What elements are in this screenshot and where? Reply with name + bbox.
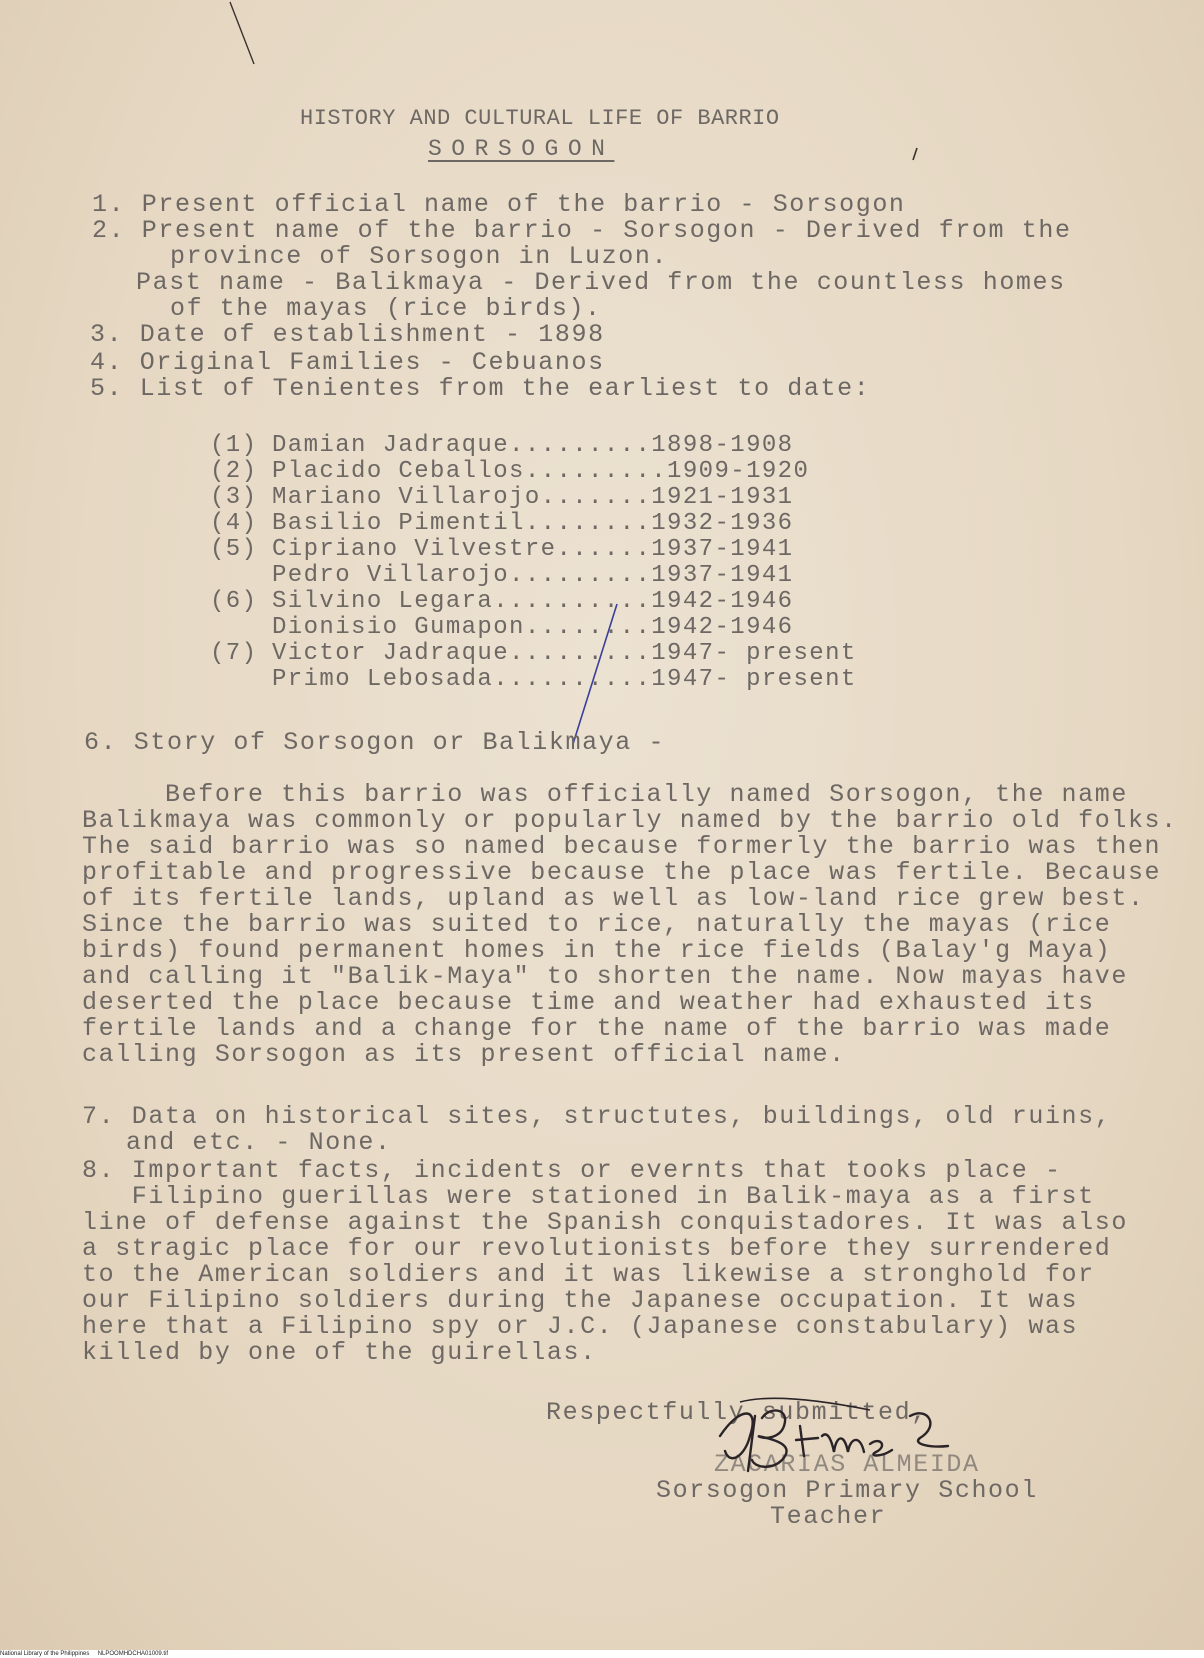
teniente-row — [210, 484, 793, 511]
story-line: birds) found permanent homes in the rice fields (Balay'g Maya) — [82, 936, 1112, 965]
signatory-role: Teacher — [770, 1502, 887, 1531]
item-4: 4. Original Families - Cebuanos — [90, 348, 605, 377]
story-line: Since the barrio was suited to rice, naturally the mayas (rice — [82, 910, 1112, 939]
item-8-line: our Filipino soldiers during the Japanese occupation. It was — [82, 1286, 1079, 1315]
item-2-line3: Past name - Balikmaya - Derived from the countless homes — [136, 268, 1066, 297]
teniente-entry: Mariano Villarojo.......1921-1931 — [272, 484, 794, 511]
item-5: 5. List of Tenientes from the earliest to date: — [90, 374, 871, 403]
teniente-row — [210, 562, 793, 589]
item-7-line2: and etc. - None. — [126, 1128, 392, 1157]
teniente-entry: Primo Lebosada..........1947- present — [272, 666, 857, 693]
teniente-entry: Dionisio Gumapon........1942-1946 — [272, 614, 794, 641]
handwritten-signature — [700, 1396, 970, 1476]
teniente-entry: Silvino Legara..........1942-1946 — [272, 588, 794, 615]
archive-footer: National Library of the Philippines NLPOOMHDCHA01009.tif — [0, 1650, 1204, 1658]
teniente-number: (1) — [210, 432, 258, 459]
teniente-number: (6) — [210, 588, 258, 615]
teniente-row — [210, 640, 857, 667]
item-2-line4: of the mayas (rice birds). — [170, 294, 602, 323]
pen-stroke-mark — [226, 0, 266, 70]
story-line: The said barrio was so named because formerly the barrio was then — [82, 832, 1162, 861]
item-2-line1: 2. Present name of the barrio - Sorsogon - Derived from the — [92, 216, 1072, 245]
story-line: of its fertile lands, upland as well as low-land rice grew best. — [82, 884, 1145, 913]
teniente-entry: Placido Ceballos.........1909-1920 — [272, 458, 810, 485]
teniente-row — [210, 458, 809, 485]
item-8-line: Filipino guerillas were stationed in Balik-maya as a first — [82, 1182, 1095, 1211]
item-3: 3. Date of establishment - 1898 — [90, 320, 605, 349]
story-line: profitable and progressive because the place was fertile. Because — [82, 858, 1162, 887]
teniente-number: (7) — [210, 640, 258, 667]
story-line: Balikmaya was commonly or popularly named by the barrio old folks. — [82, 806, 1178, 835]
teniente-entry: Basilio Pimentil........1932-1936 — [272, 510, 794, 537]
closing-text: Respectfully submitted, — [546, 1398, 928, 1427]
teniente-row — [210, 666, 857, 693]
story-line: Before this barrio was officially named Sorsogon, the name — [82, 780, 1128, 809]
signatory-name: ZACARIAS ALMEIDA — [714, 1450, 980, 1479]
check-tick-mark — [908, 146, 922, 166]
teniente-row — [210, 588, 793, 615]
teniente-row — [210, 510, 793, 537]
story-line: calling Sorsogon as its present official name. — [82, 1040, 846, 1069]
item-7-line1: 7. Data on historical sites, structutes, buildings, old ruins, — [82, 1102, 1112, 1131]
story-line: deserted the place because time and weather had exhausted its — [82, 988, 1095, 1017]
teniente-row — [210, 536, 793, 563]
teniente-number: (3) — [210, 484, 258, 511]
item-8-line: to the American soldiers and it was likewise a stronghold for — [82, 1260, 1095, 1289]
teniente-number: (5) — [210, 536, 258, 563]
school-name: Sorsogon Primary School — [656, 1476, 1038, 1505]
teniente-entry: Damian Jadraque.........1898-1908 — [272, 432, 794, 459]
item-8-line: here that a Filipino spy or J.C. (Japanese constabulary) was — [82, 1312, 1079, 1341]
item-8-line: 8. Important facts, incidents or evernts that tooks place - — [82, 1156, 1062, 1185]
document-subtitle: SORSOGON — [428, 136, 615, 162]
teniente-entry: Pedro Villarojo.........1937-1941 — [272, 562, 794, 589]
document-title: HISTORY AND CULTURAL LIFE OF BARRIO — [300, 106, 780, 131]
teniente-entry: Victor Jadraque.........1947- present — [272, 640, 857, 667]
item-1: 1. Present official name of the barrio - Sorsogon — [92, 190, 906, 219]
story-line: and calling it "Balik-Maya" to shorten the name. Now mayas have — [82, 962, 1128, 991]
item-6: 6. Story of Sorsogon or Balikmaya - — [84, 728, 666, 757]
teniente-number: (2) — [210, 458, 258, 485]
item-2-line2: province of Sorsogon in Luzon. — [170, 242, 669, 271]
teniente-row — [210, 614, 793, 641]
teniente-entry: Cipriano Vilvestre......1937-1941 — [272, 536, 794, 563]
item-8-line: a stragic place for our revolutionists before they surrendered — [82, 1234, 1112, 1263]
item-8-line: killed by one of the guirellas. — [82, 1338, 597, 1367]
story-line: fertile lands and a change for the name of the barrio was made — [82, 1014, 1112, 1043]
teniente-row — [210, 432, 793, 459]
item-8-line: line of defense against the Spanish conquistadores. It was also — [82, 1208, 1128, 1237]
teniente-number: (4) — [210, 510, 258, 537]
